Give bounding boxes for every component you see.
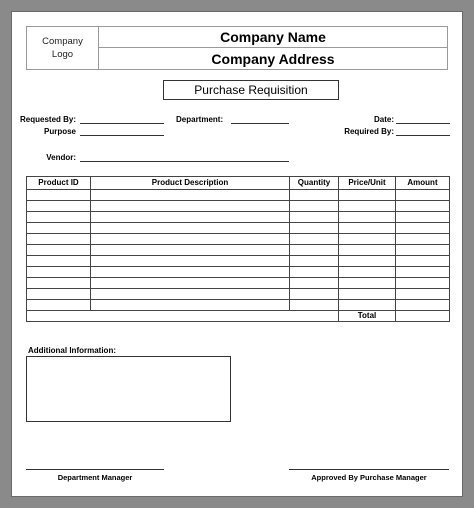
- table-row: [27, 223, 450, 234]
- column-header-product-description: Product Description: [91, 177, 290, 190]
- cell-amount[interactable]: [396, 289, 450, 300]
- department-manager-label: Department Manager: [57, 473, 133, 482]
- table-row: [27, 190, 450, 201]
- requested-by-field[interactable]: [80, 123, 164, 124]
- cell-product-description[interactable]: [91, 289, 290, 300]
- department-label: Department:: [176, 115, 224, 124]
- purchase-manager-label: Approved By Purchase Manager: [311, 473, 427, 482]
- cell-price-unit[interactable]: [339, 212, 396, 223]
- requisition-form-sheet: [11, 11, 463, 497]
- table-row: [27, 245, 450, 256]
- date-field[interactable]: [396, 123, 450, 124]
- vendor-label: Vendor:: [46, 153, 76, 162]
- purpose-label: Purpose: [43, 127, 76, 136]
- cell-product-id[interactable]: [27, 256, 91, 267]
- table-row: [27, 278, 450, 289]
- requested-by-label: Requested By:: [20, 115, 77, 124]
- column-header-amount: Amount: [396, 177, 450, 190]
- cell-product-id[interactable]: [27, 223, 91, 234]
- company-header: [26, 26, 448, 70]
- cell-quantity[interactable]: [290, 256, 339, 267]
- vendor-field[interactable]: [80, 161, 289, 162]
- table-row: [27, 289, 450, 300]
- cell-product-description[interactable]: [91, 212, 290, 223]
- cell-amount[interactable]: [396, 212, 450, 223]
- cell-price-unit[interactable]: [339, 201, 396, 212]
- total-row-spacer: [27, 311, 339, 322]
- cell-product-id[interactable]: [27, 201, 91, 212]
- cell-product-id[interactable]: [27, 267, 91, 278]
- additional-info-label: Additional Information:: [28, 346, 116, 355]
- company-address: Company Address: [211, 50, 335, 67]
- cell-amount[interactable]: [396, 223, 450, 234]
- cell-amount[interactable]: [396, 256, 450, 267]
- company-logo-placeholder: [27, 27, 99, 69]
- column-header-price-unit: Price/Unit: [339, 177, 396, 190]
- cell-quantity[interactable]: [290, 289, 339, 300]
- cell-price-unit[interactable]: [339, 289, 396, 300]
- cell-product-description[interactable]: [91, 223, 290, 234]
- required-by-field[interactable]: [396, 135, 450, 136]
- cell-product-description[interactable]: [91, 190, 290, 201]
- table-row: [27, 234, 450, 245]
- department-manager-signature-line[interactable]: [26, 469, 164, 470]
- cell-quantity[interactable]: [290, 234, 339, 245]
- cell-quantity[interactable]: [290, 223, 339, 234]
- cell-price-unit[interactable]: [339, 267, 396, 278]
- cell-product-description[interactable]: [91, 245, 290, 256]
- cell-product-description[interactable]: [91, 201, 290, 212]
- cell-product-description[interactable]: [91, 234, 290, 245]
- cell-price-unit[interactable]: [339, 223, 396, 234]
- cell-amount[interactable]: [396, 190, 450, 201]
- company-name: Company Name: [99, 27, 447, 48]
- logo-text-line1: Company: [42, 36, 83, 47]
- date-label: Date:: [373, 115, 394, 124]
- cell-product-id[interactable]: [27, 245, 91, 256]
- cell-price-unit[interactable]: [339, 300, 396, 311]
- required-by-label: Required By:: [344, 127, 394, 136]
- cell-amount[interactable]: [396, 300, 450, 311]
- document-title: Purchase Requisition: [163, 80, 339, 100]
- total-amount-cell[interactable]: [396, 311, 450, 322]
- cell-product-id[interactable]: [27, 190, 91, 201]
- cell-price-unit[interactable]: [339, 190, 396, 201]
- cell-price-unit[interactable]: [339, 256, 396, 267]
- cell-quantity[interactable]: [290, 245, 339, 256]
- cell-product-description[interactable]: [91, 300, 290, 311]
- cell-quantity[interactable]: [290, 212, 339, 223]
- purpose-field[interactable]: [80, 135, 164, 136]
- items-table-body: [27, 190, 450, 311]
- cell-product-description[interactable]: [91, 256, 290, 267]
- items-table: [26, 176, 450, 322]
- table-row: [27, 256, 450, 267]
- total-label: Total: [339, 311, 396, 322]
- cell-quantity[interactable]: [290, 278, 339, 289]
- department-field[interactable]: [231, 123, 289, 124]
- cell-product-id[interactable]: [27, 300, 91, 311]
- cell-quantity[interactable]: [290, 201, 339, 212]
- cell-amount[interactable]: [396, 245, 450, 256]
- total-row: [27, 311, 450, 322]
- cell-product-id[interactable]: [27, 289, 91, 300]
- cell-product-description[interactable]: [91, 267, 290, 278]
- cell-amount[interactable]: [396, 267, 450, 278]
- additional-info-box[interactable]: [26, 356, 231, 422]
- table-header-row: [27, 177, 450, 190]
- cell-price-unit[interactable]: [339, 245, 396, 256]
- logo-text-line2: Logo: [51, 49, 74, 60]
- column-header-product-id: Product ID: [27, 177, 91, 190]
- cell-quantity[interactable]: [290, 300, 339, 311]
- cell-product-id[interactable]: [27, 278, 91, 289]
- table-row: [27, 212, 450, 223]
- cell-price-unit[interactable]: [339, 278, 396, 289]
- cell-amount[interactable]: [396, 234, 450, 245]
- cell-quantity[interactable]: [290, 190, 339, 201]
- cell-product-id[interactable]: [27, 234, 91, 245]
- cell-quantity[interactable]: [290, 267, 339, 278]
- cell-product-description[interactable]: [91, 278, 290, 289]
- column-header-quantity: Quantity: [290, 177, 339, 190]
- cell-product-id[interactable]: [27, 212, 91, 223]
- cell-amount[interactable]: [396, 201, 450, 212]
- cell-amount[interactable]: [396, 278, 450, 289]
- cell-price-unit[interactable]: [339, 234, 396, 245]
- purchase-manager-signature-line[interactable]: [289, 469, 449, 470]
- table-row: [27, 300, 450, 311]
- table-row: [27, 201, 450, 212]
- table-row: [27, 267, 450, 278]
